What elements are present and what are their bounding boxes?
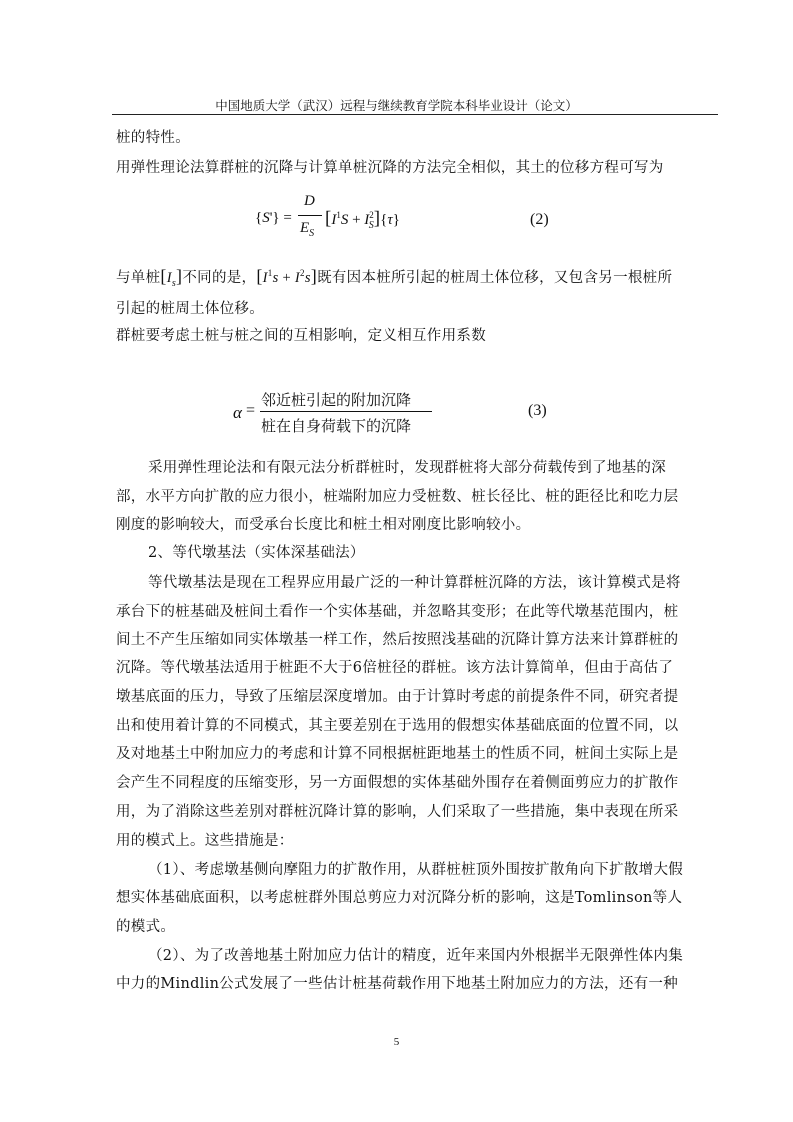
text-line: 的模式。 bbox=[116, 919, 176, 935]
eq3-equals: = bbox=[246, 402, 256, 419]
text-line: 等代墩基法是现在工程界应用最广泛的一种计算群桩沉降的方法，该计算模式是将 bbox=[148, 575, 681, 591]
text-line: 会产生不同程度的压缩变形，另一方面假想的实体基础外围存在着侧面剪应力的扩散作 bbox=[116, 775, 679, 791]
text-line: （1）、考虑墩基侧向摩阻力的扩散作用，从群桩桩顶外围按扩散角向下扩散增大假 bbox=[148, 862, 684, 878]
text-line: 采用弹性理论法和有限元法分析群桩时，发现群桩将大部分荷载传到了地基的深 bbox=[148, 460, 666, 476]
eq3-alpha: α bbox=[233, 403, 242, 422]
text-line: 中力的Mindlin公式发展了一些估计桩基荷载作用下地基土附加应力的方法，还有一种 bbox=[116, 976, 679, 992]
text-line: 用的模式上。这些措施是： bbox=[116, 833, 294, 849]
eq2-lhs: {S'} = bbox=[255, 210, 292, 226]
text-line: 出和使用着计算的不同模式，其主要差别在于选用的假想实体基础底面的位置不同，以 bbox=[116, 718, 679, 734]
text-line-inline-math: 与单桩$[I_s]$不同的是，$[I^1s + I^2s]$既有因本桩所引起的桩周土体位移，又包含另一根桩所 bbox=[116, 266, 673, 289]
eq2-fraction-bar bbox=[298, 215, 322, 216]
eq2-number: (2) bbox=[530, 211, 549, 228]
eq3-number: (3) bbox=[528, 402, 547, 419]
text-line: 用，为了消除这些差别对群桩沉降计算的影响，人们采取了一些措施，集中表现在所采 bbox=[116, 804, 679, 820]
text-line: （2）、为了改善地基土附加应力估计的精度，近年来国内外根据半无限弹性体内集 bbox=[148, 948, 684, 964]
eq3-denominator: 桩在自身荷载下的沉降 bbox=[261, 417, 412, 435]
page-number: 5 bbox=[393, 1036, 400, 1048]
eq3-fraction-bar bbox=[260, 411, 432, 412]
text-line: 墩基底面的压力，导致了压缩层深度增加。由于计算时考虑的前提条件不同，研究者提 bbox=[116, 689, 679, 705]
text-line: 桩的特性。 bbox=[116, 130, 190, 146]
text-line: 群桩要考虑土桩与桩之间的互相影响，定义相互作用系数 bbox=[116, 328, 486, 344]
text-line: 用弹性理论法算群桩的沉降与计算单桩沉降的方法完全相似，其土的位移方程可写为 bbox=[116, 160, 664, 176]
text-line: 引起的桩周土体位移。 bbox=[116, 301, 264, 317]
text-line: 间土不产生压缩如同实体墩基一样工作，然后按照浅基础的沉降计算方法来计算群桩的 bbox=[116, 632, 679, 648]
text-line: 及对地基土中附加应力的考虑和计算不同根据桩距地基土的性质不同，桩间土实际上是 bbox=[116, 746, 679, 762]
eq2-denominator: $E_S$ bbox=[300, 220, 315, 239]
eq3-numerator: 邻近桩引起的附加沉降 bbox=[261, 391, 412, 409]
header-rule bbox=[112, 114, 718, 115]
text-line: 刚度的影响较大，而受承台长度比和桩土相对刚度比影响较小。 bbox=[116, 517, 531, 533]
text-line: 承台下的桩基础及桩间土看作一个实体基础，并忽略其变形；在此等代墩基范围内，桩 bbox=[116, 604, 679, 620]
text-line: 沉降。等代墩基法适用于桩距不大于6倍桩径的群桩。该方法计算简单，但由于高估了 bbox=[116, 660, 674, 676]
eq2-rhs: $[I^1S + I^2_S]\{\tau\}$ bbox=[325, 208, 400, 231]
text-line: 部，水平方向扩散的应力很小，桩端附加应力受桩数、桩长径比、桩的距径比和吃力层 bbox=[116, 489, 679, 505]
running-header: 中国地质大学（武汉）远程与继续教育学院本科毕业设计（论文） bbox=[215, 98, 578, 113]
section-heading: 2、等代墩基法（实体深基础法） bbox=[148, 545, 365, 561]
eq2-numerator: D bbox=[304, 193, 315, 209]
text-line: 想实体基础底面积，以考虑桩群外围总剪应力对沉降分析的影响，这是Tomlinson等人 bbox=[116, 890, 683, 906]
